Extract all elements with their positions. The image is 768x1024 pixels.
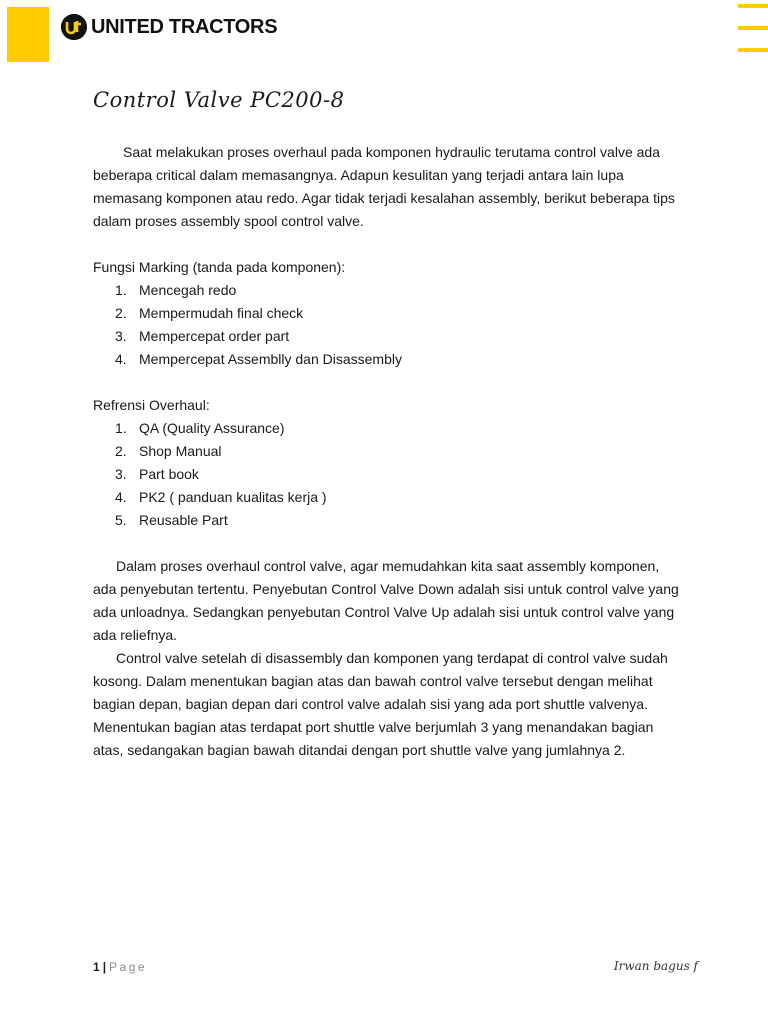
body-paragraph-1: Dalam proses overhaul control valve, agar memudahkan kita saat assembly komponen, ada penyebutan tertentu. Penyebutan Control Valve Down adalah sisi untuk control valve yang ada unloadnya. Sedangkan penyebutan Control Valve Up adalah sisi untuk control valve yang ada reliefnya. [93, 558, 679, 643]
list-item: 1. Mencegah redo [115, 282, 237, 298]
list-item: 1. QA (Quality Assurance) [115, 420, 285, 436]
list-item: 5. Reusable Part [115, 512, 228, 528]
reference-list [93, 417, 683, 532]
list-item: 4. Mempercepat Assemblly dan Disassembly [115, 351, 402, 367]
marking-heading: Fungsi Marking (tanda pada komponen): [93, 259, 346, 275]
page-footer [93, 960, 147, 974]
body-paragraph-2: Control valve setelah di disassembly dan komponen yang terdapat di control valve sudah kosong. Dalam menentukan bagian atas dan bawah control valve tersebut dengan melihat bagian depan, bagian depan dari control valve adalah sisi yang ada port shuttle valvenya. Menentukan bagian atas terdapat port shuttle valve berjumlah 3 yang menandakan bagian atas, sedangakan bagian bawah ditandai dengan port shuttle valve yang jumlahnya 2. [93, 650, 668, 758]
list-item: 2. Shop Manual [115, 443, 222, 459]
decorative-stripes [738, 4, 768, 70]
list-item: 3. Part book [115, 466, 199, 482]
document-title: Control Valve PC200-8 [93, 88, 345, 112]
ut-logo-icon [61, 14, 87, 40]
reference-heading: Refrensi Overhaul: [93, 397, 210, 413]
page-number: 1 [93, 960, 100, 974]
list-item: 3. Mempercepat order part [115, 328, 290, 344]
document-body [93, 141, 683, 762]
list-item: 2. Mempermudah final check [115, 305, 304, 321]
intro-paragraph: Saat melakukan proses overhaul pada komponen hydraulic terutama control valve ada beberapa critical dalam memasangnya. Adapun kesulitan yang terjadi antara lain lupa memasang komponen atau redo. Agar tidak terjadi kesalahan assembly, berikut beberapa tips dalam proses assembly spool control valve. [93, 144, 675, 229]
author-name: Irwan bagus f [613, 959, 698, 973]
stripe [738, 4, 768, 8]
marking-list [93, 279, 683, 371]
footer-separator: | [102, 960, 107, 974]
brand-name: UNITED TRACTORS [91, 16, 278, 38]
stripe [738, 48, 768, 52]
header-yellow-block [7, 7, 49, 62]
stripe [738, 26, 768, 30]
company-logo [61, 14, 277, 40]
page-label: Page [109, 960, 148, 974]
list-item: 4. PK2 ( panduan kualitas kerja ) [115, 489, 327, 505]
